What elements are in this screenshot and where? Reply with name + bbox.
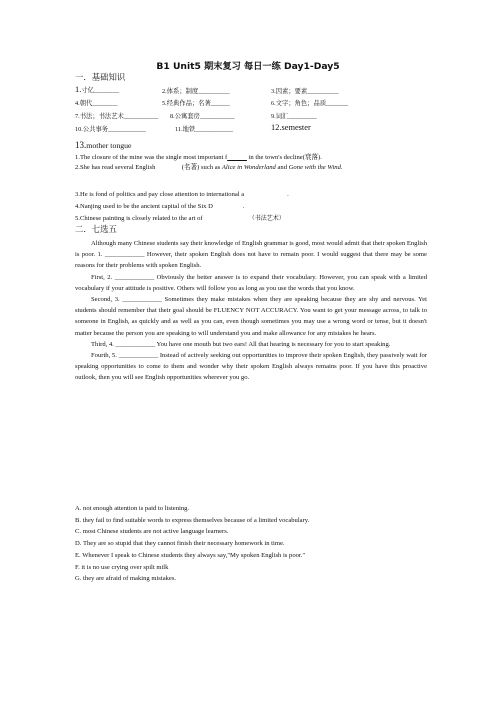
option-e: E. Whenever I speak to Chinese students they always say,"My spoken English is poor." — [75, 551, 306, 559]
section-heading-seven-choose-five: 二．七选五 — [75, 225, 117, 234]
option-c: C. most Chinese students are not active language learners. — [75, 528, 229, 536]
vocab-item: 10.公共事务____________ — [75, 126, 146, 133]
reading-passage — [75, 238, 427, 384]
sentence-1: 1.The closure of the mine was the single most important f in the town's decline(衰落). — [75, 154, 322, 161]
vocab-item: 4.朝代________ — [75, 100, 118, 107]
passage-paragraph: First, 2. ____________ Obviously the better answer is to expand their vocabulary. However, you can speak with a limited vocabulary if your attitude is positive. Others will follow you as long as you use the words that you know. — [75, 273, 427, 292]
section-heading-basics: 一．基础知识 — [75, 73, 126, 82]
vocab-item: 9.词汇_________ — [271, 113, 317, 120]
vocab-item: 7.书法；书法艺术___________ — [75, 113, 159, 120]
vocab-item-13: 13.mother tongue — [75, 140, 132, 150]
option-b: B. they fail to find suitable words to express themselves because of a limited vocabulary. — [75, 516, 310, 524]
vocab-item: 11.地铁____________ — [175, 126, 234, 133]
options-list — [75, 503, 427, 585]
vocab-item: 12.semester — [271, 123, 311, 132]
page-title: B1 Unit5 期末复习 每日一练 Day1-Day5 — [156, 61, 340, 72]
vocab-item: 2.体系；制度__________ — [162, 88, 230, 95]
sentence-5: 5.Chinese painting is closely related to the art of （书法艺术） — [75, 215, 285, 222]
sentence-2: 2.She has read several English (名著) such as Alice in Wonderland and Gone with the Wind. — [75, 164, 343, 171]
option-d: D. They are so stupid that they cannot finish their necessary homework in time. — [75, 540, 285, 548]
option-a: A. not enough attention is paid to listening. — [75, 505, 190, 512]
sentence-4: 4.Nanjing used to be the ancient capital of the Six D . — [75, 203, 245, 210]
vocab-item: 3.因素；要素__________ — [271, 88, 339, 95]
passage-paragraph: Third, 4. ____________ You have one mouth but two ears! All that hearing is necessary for you to start speaking. — [91, 340, 391, 348]
passage-paragraph: Second, 3. ____________ Sometimes they make mistakes when they are speaking because they are shy and nervous. Yet students should remember that their goal should be FLUENCY NOT ACCURACY. You want to get your message across, to talk to someone in English, as quickly and as well as you can, even though sometimes you may use a wrong word or tense, but it doesn't matter because the person you are speaking to will understand you and make allowance for any mistakes he hears. — [75, 296, 427, 337]
vocab-item: 8.公寓套房___________ — [170, 113, 235, 120]
passage-paragraph: Fourth, 5. ____________ Instead of actively seeking out opportunities to improve their spoken English, they passively wait for speaking opportunities to come to them and wonder why their spoken English always remains poor. If you have this proactive outlook, then you will see English opportunities wherever you go. — [75, 352, 427, 382]
vocab-item: 5.经典作品；名著______ — [162, 100, 230, 107]
passage-paragraph: Although many Chinese students say their knowledge of English grammar is good, most would admit that their spoken English is poor. 1. ____________ However, their spoken English does not have to remain poor. I would suggest that there may be some reasons for their problems with spoken English. — [75, 240, 427, 270]
option-g: G. they are afraid of making mistakes. — [75, 575, 177, 583]
vocab-item: 1.寸亿________ — [75, 85, 120, 94]
vocab-item: 6.文字；角色；品质_______ — [271, 100, 349, 107]
sentence-3: 3.He is fond of politics and pay close attention to international a . — [75, 191, 289, 198]
vocab-list — [75, 86, 427, 140]
option-f: F. it is no use crying over spilt milk — [75, 563, 169, 571]
